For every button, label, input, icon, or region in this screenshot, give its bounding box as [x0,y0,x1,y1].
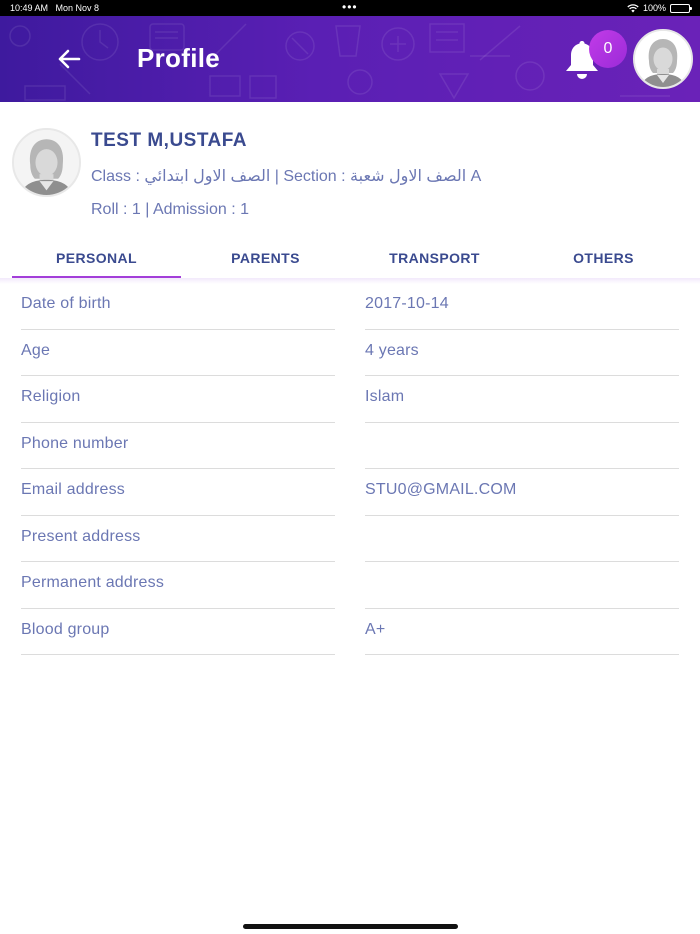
battery-percent: 100% [642,3,666,13]
tab-personal[interactable]: PERSONAL [12,240,181,278]
detail-label: Phone number [21,434,129,452]
user-avatar-icon [14,130,79,195]
student-name: TEST M,USTAFA [91,130,248,151]
divider [21,654,335,655]
wifi-icon [627,4,639,13]
user-avatar-icon [635,31,691,87]
detail-label: Religion [21,388,81,405]
detail-value: 4 years [365,341,419,359]
divider [365,654,679,655]
header-avatar[interactable] [633,29,693,89]
student-avatar [12,128,81,197]
detail-row-religion [0,376,700,423]
detail-value: 2017-10-14 [365,295,449,312]
detail-label: Email address [21,481,125,498]
app-bar [0,16,700,102]
detail-row-permanent-address [0,562,700,609]
back-button[interactable] [54,44,84,74]
tab-others[interactable]: OTHERS [573,250,634,266]
detail-value: A+ [365,620,386,638]
detail-value: STU0@GMAIL.COM [365,481,517,498]
detail-row-email-address [0,469,700,516]
detail-row-age [0,330,700,377]
detail-row-phone-number [0,423,700,470]
personal-details-list [0,283,700,655]
roll-admission-line: Roll : 1 | Admission : 1 [91,201,249,218]
class-section-line: Class : الصف الاول ابتدائي | Section : الصف الاول شعبة A [91,168,482,185]
detail-row-blood-group [0,609,700,656]
detail-label: Present address [21,527,141,545]
detail-label: Date of birth [21,295,111,312]
home-indicator[interactable] [243,924,458,929]
status-right [627,3,690,13]
profile-tabs [0,240,700,278]
status-time: 10:49 AM Mon Nov 8 [10,3,100,13]
tab-transport[interactable]: TRANSPORT [389,250,480,266]
detail-row-date-of-birth [0,283,700,330]
detail-label: Age [21,341,51,359]
detail-row-present-address [0,516,700,563]
multitasking-dots[interactable]: ••• [342,0,358,14]
detail-label: Permanent address [21,574,165,591]
status-bar [0,0,700,16]
notification-count-badge[interactable]: 0 [589,30,627,68]
page-title: Profile [137,43,221,73]
tab-parents[interactable]: PARENTS [231,250,300,266]
arrow-left-icon [57,49,81,69]
detail-value: Islam [365,388,405,405]
battery-icon [670,4,690,13]
detail-label: Blood group [21,620,110,638]
